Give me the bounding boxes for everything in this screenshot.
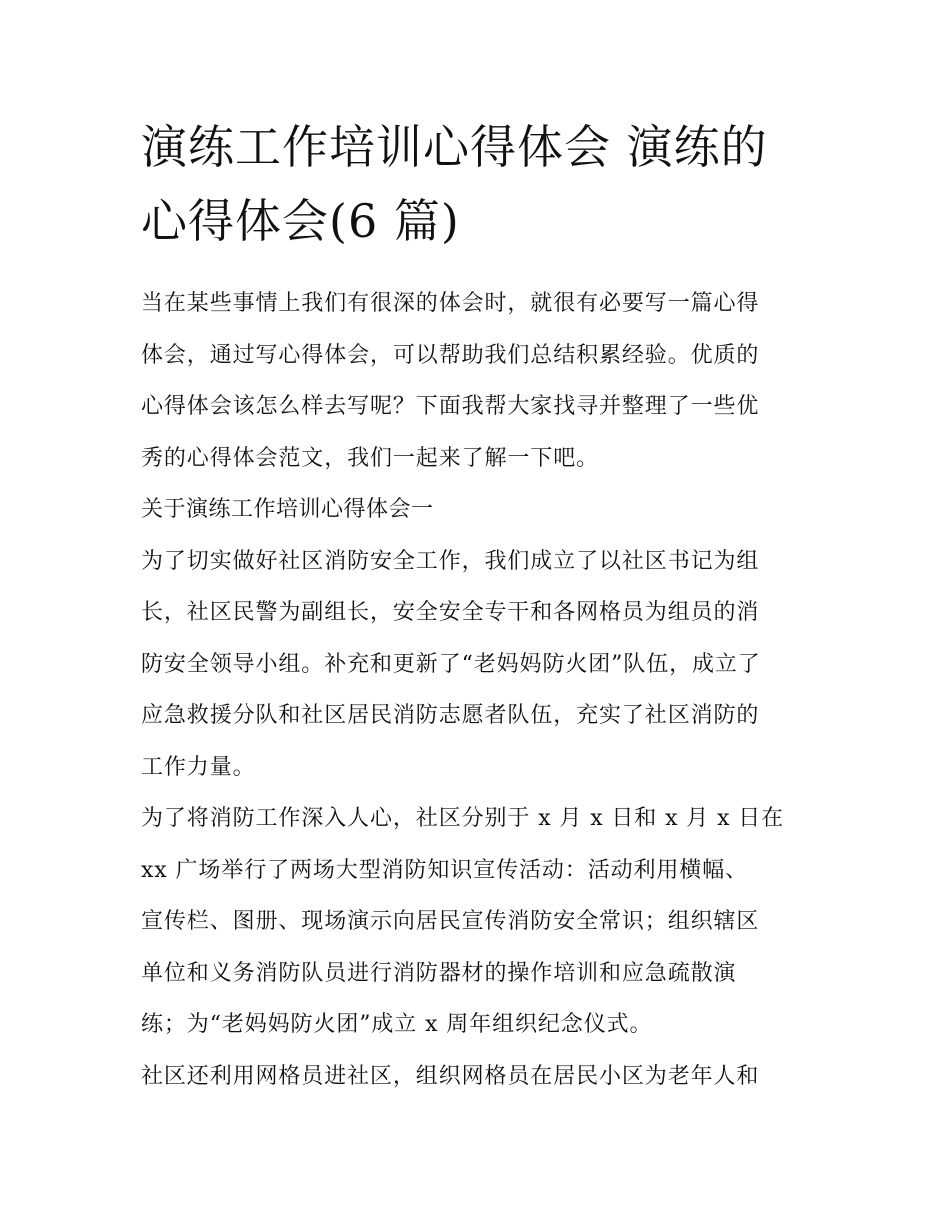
intro-paragraph: 当在某些事情上我们有很深的体会时，就很有必要写一篇心得 体会，通过写心得体会，可以帮助我们总结积累经验。优质的 心得体会该怎么样去写呢？下面我帮大家找寻并整理了一些优 秀的心得体会范文，我们一起来了解一下吧。: [141, 291, 760, 471]
body-paragraph-3: 社区还利用网格员进社区，组织网格员在居民小区为老年人和: [141, 1063, 760, 1089]
body-paragraph-2: 为了将消防工作深入人心，社区分别于 x 月 x 日和 x 月 x 日在 xx 广场举行了两场大型消防知识宣传活动：活动利用横幅、 宣传栏、图册、现场演示向居民宣传消防安全常识；组织辖区 单位和义务消防队员进行消防器材的操作培训和应急疏散演 练；为“老妈妈防火团”成立 x 周年组织纪念仪式。: [141, 806, 785, 1037]
section-heading: 关于演练工作培训心得体会一: [141, 497, 434, 522]
document-content: [141, 110, 817, 1102]
document-title: 演练工作培训心得体会 演练的 心得体会(6 篇): [141, 120, 768, 248]
title-block: [141, 110, 817, 258]
body-paragraph-1: 为了切实做好社区消防安全工作，我们成立了以社区书记为组 长，社区民警为副组长，安全安全专干和各网格员为组员的消 防安全领导小组。补充和更新了“老妈妈防火团”队伍，成立了 应急救援分队和社区居民消防志愿者队伍，充实了社区消防的 工作力量。: [141, 548, 761, 780]
